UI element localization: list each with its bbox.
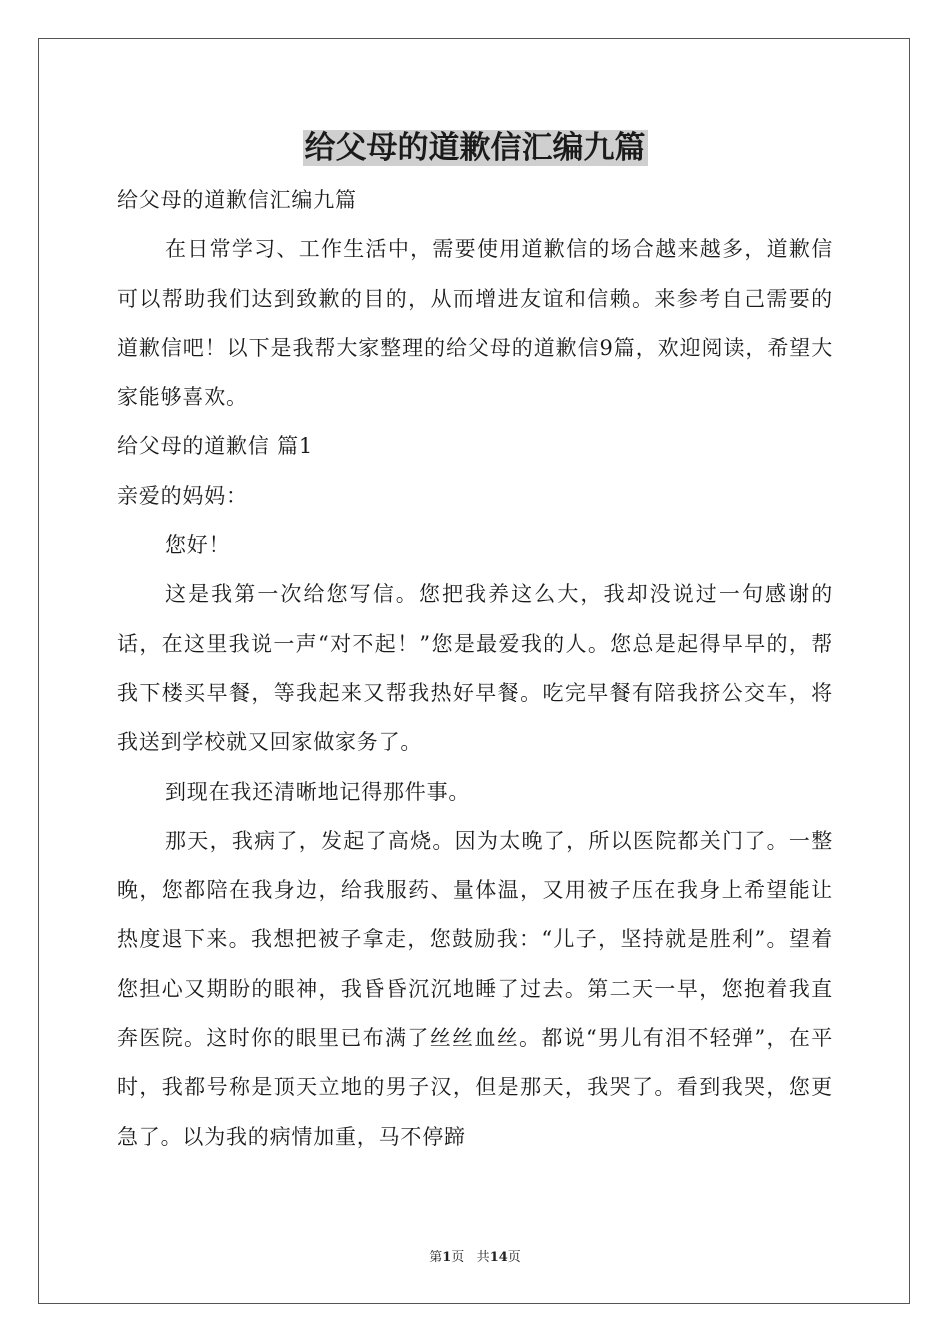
page-footer (0, 1250, 950, 1266)
document-body (117, 176, 833, 1162)
paragraph-body-3: 那天，我病了，发起了高烧。因为太晚了，所以医院都关门了。一整晚，您都陪在我身边，给我服药、量体温，又用被子压在我身上希望能让热度退下来。我想把被子拿走，您鼓励我：“儿子，坚持就是胜利”。望着您担心又期盼的眼神，我昏昏沉沉地睡了过去。第二天一早，您抱着我直奔医院。这时你的眼里已布满了丝丝血丝。都说“男儿有泪不轻弹”，在平时，我都号称是顶天立地的男子汉，但是那天，我哭了。看到我哭，您更急了。以为我的病情加重，马不停蹄 (117, 828, 833, 1149)
footer-page-unit: 页 (451, 1250, 465, 1265)
paragraph-body-1: 这是我第一次给您写信。您把我养这么大，我却没说过一句感谢的话，在这里我说一声“对不起！”您是最爱我的人。您总是起得早早的，帮我下楼买早餐，等我起来又帮我热好早餐。吃完早餐有陪我挤公交车，将我送到学校就又回家做家务了。 (117, 582, 833, 755)
paragraph-intro: 在日常学习、工作生活中，需要使用道歉信的场合越来越多，道歉信可以帮助我们达到致歉的目的，从而增进友谊和信赖。来参考自己需要的道歉信吧！以下是我帮大家整理的给父母的道歉信9篇，欢迎阅读，希望大家能够喜欢。 (117, 237, 833, 410)
document-title-text: 给父母的道歉信汇编九篇 (304, 130, 646, 166)
document-title (0, 126, 950, 170)
letter-greeting: 您好！ (165, 533, 231, 558)
paragraph-body-2: 到现在我还清晰地记得那件事。 (165, 779, 471, 804)
paragraph-subtitle: 给父母的道歉信汇编九篇 (117, 188, 357, 212)
footer-current-page: 1 (442, 1250, 452, 1265)
footer-prefix: 第 (429, 1250, 443, 1265)
section-heading: 给父母的道歉信 篇1 (117, 434, 314, 459)
footer-total-prefix: 共 (476, 1250, 490, 1265)
footer-total-pages: 14 (489, 1250, 508, 1265)
letter-salutation: 亲爱的妈妈： (117, 483, 248, 508)
footer-total-unit: 页 (507, 1250, 521, 1265)
